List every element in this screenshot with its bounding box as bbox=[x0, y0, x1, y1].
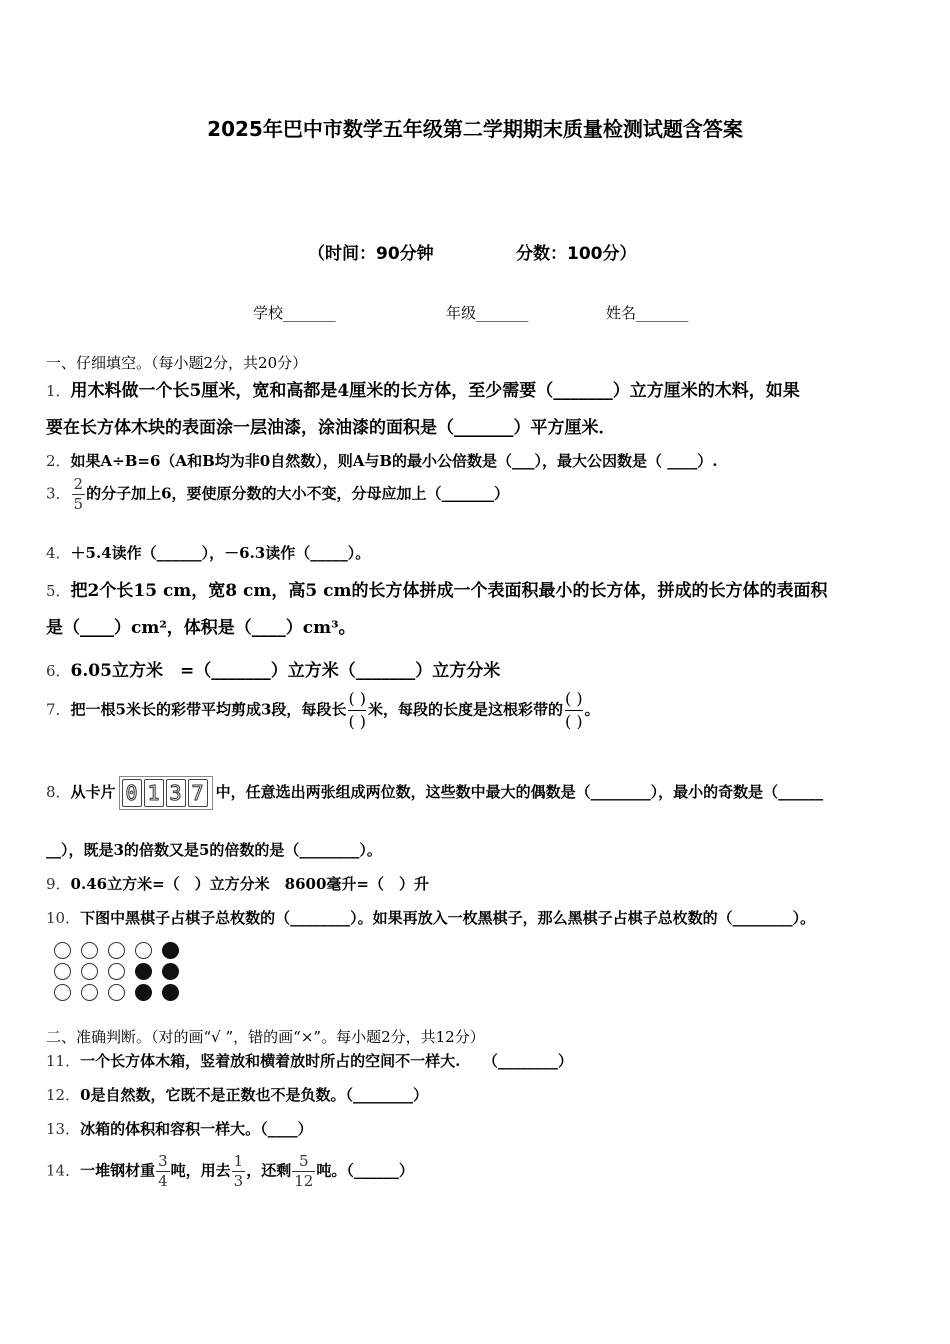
question-9 bbox=[46, 873, 429, 894]
section1-title: 一、仔细填空。（每小题2分，共20分） bbox=[46, 354, 308, 372]
grade-field: 年级_______ bbox=[446, 304, 529, 322]
question-text: 冰箱的体积和容积一样大。（____） bbox=[80, 1120, 313, 1138]
black-stone bbox=[162, 963, 179, 980]
black-stone bbox=[135, 984, 152, 1001]
fraction: $\frac{5}{12}$ bbox=[294, 1152, 314, 1190]
school-field: 学校_______ bbox=[253, 304, 336, 322]
white-stone bbox=[108, 942, 125, 959]
question-number: 1． bbox=[46, 382, 71, 400]
question-number: 5． bbox=[46, 582, 71, 600]
digit-cards bbox=[119, 776, 213, 810]
black-stone bbox=[162, 942, 179, 959]
question-number: 12． bbox=[46, 1086, 81, 1104]
question-13 bbox=[46, 1118, 313, 1139]
question-number: 2． bbox=[46, 452, 71, 470]
digit-card: 1 bbox=[144, 779, 164, 807]
digit-card: 7 bbox=[188, 779, 208, 807]
digit-card: 3 bbox=[166, 779, 186, 807]
white-stone bbox=[108, 984, 125, 1001]
question-text: 如果A÷B=6（A和B均为非0自然数），则A与B的最小公倍数是（___），最大公因数是（ ____）. bbox=[70, 452, 718, 470]
page-title: 2025年巴中市数学五年级第二学期期末质量检测试题含答案 bbox=[207, 117, 743, 141]
question-text: 一个长方体木箱，竖着放和横着放时所占的空间不一样大. （________） bbox=[80, 1052, 573, 1070]
fraction: $\frac{1}{3}$ bbox=[233, 1152, 244, 1190]
question-number: 3． bbox=[46, 484, 71, 503]
question-text: 中，任意选出两张组成两位数，这些数中最大的偶数是（________），最小的奇数是（______ bbox=[215, 783, 824, 801]
question-1 bbox=[46, 376, 800, 401]
question-6 bbox=[46, 656, 500, 681]
question-number: 13． bbox=[46, 1120, 81, 1138]
white-stone bbox=[108, 963, 125, 980]
question-text: 从卡片 bbox=[70, 783, 116, 801]
question-10 bbox=[46, 907, 815, 928]
exam-score: 分数：100分） bbox=[516, 244, 637, 264]
question-number: 6． bbox=[46, 662, 71, 680]
blank-fraction: ( ) ( ) bbox=[348, 689, 367, 731]
question-8-line2: __），既是3的倍数又是5的倍数的是（________）。 bbox=[46, 841, 382, 859]
question-text: 的分子加上6，要使原分数的大小不变，分母应加上（_______） bbox=[86, 484, 510, 503]
fraction: $\frac{3}{4}$ bbox=[158, 1152, 168, 1190]
question-text: 6.05立方米 =（_______）立方米（_______）立方分米 bbox=[70, 661, 501, 681]
black-stone bbox=[162, 984, 179, 1001]
question-text: ＋5.4读作（______），－6.3读作（_____）。 bbox=[70, 544, 371, 562]
question-text: 一堆钢材重 bbox=[80, 1161, 156, 1180]
question-number: 9． bbox=[46, 875, 71, 893]
question-text: 用木料做一个长5厘米，宽和高都是4厘米的长方体，至少需要（_______）立方厘米的木料，如果 bbox=[70, 381, 800, 401]
white-stone bbox=[54, 942, 71, 959]
question-text: 米，每段的长度是这根彩带的 bbox=[368, 700, 564, 719]
question-1-line2: 要在长方体木块的表面涂一层油漆，涂油漆的面积是（_______）平方厘米． bbox=[46, 418, 616, 438]
white-stone bbox=[135, 942, 152, 959]
question-5-line2: 是（____）cm²，体积是（____）cm³。 bbox=[46, 618, 356, 638]
question-number: 14． bbox=[46, 1161, 81, 1180]
question-11 bbox=[46, 1050, 573, 1071]
question-number: 7． bbox=[46, 700, 71, 719]
question-number: 10． bbox=[46, 909, 81, 927]
exam-time: （时间：90分钟 bbox=[308, 244, 434, 264]
question-2 bbox=[46, 450, 717, 471]
question-14: 14．一堆钢材重 $\frac{3}{4}$ 吨，用去 $\frac{1}{3}$ ，还剩 $\frac{5}{12}$ 吨。（______） bbox=[46, 1152, 414, 1190]
digit-card: 0 bbox=[122, 779, 142, 807]
question-number: 4． bbox=[46, 544, 71, 562]
question-number: 8． bbox=[46, 783, 71, 801]
question-number: 11． bbox=[46, 1052, 81, 1070]
white-stone bbox=[81, 984, 98, 1001]
question-text: 把2个长15 cm，宽8 cm，高5 cm的长方体拼成一个表面积最小的长方体，拼成的长方体的表面积 bbox=[70, 581, 828, 601]
question-12 bbox=[46, 1084, 428, 1105]
fraction: $\frac{2}{5}$ bbox=[73, 475, 84, 513]
section2-title: 二、准确判断。（对的画“√ ”，错的画“×”。每小题2分，共12分） bbox=[46, 1028, 485, 1046]
question-5 bbox=[46, 576, 827, 601]
blank-fraction: ( ) ( ) bbox=[565, 689, 583, 731]
white-stone bbox=[54, 963, 71, 980]
question-text: 0.46立方米=（ ）立方分米 8600毫升=（ ）升 bbox=[70, 875, 429, 893]
question-3 bbox=[46, 477, 509, 512]
question-text: 把一根5米长的彩带平均剪成3段，每段长 bbox=[70, 700, 347, 719]
question-7: 7．把一根5米长的彩带平均剪成3段，每段长 ( ) ( ) 米，每段的长度是这根彩带的 ( ) ( ) 。 bbox=[46, 689, 600, 731]
white-stone bbox=[54, 984, 71, 1001]
question-text: 下图中黑棋子占棋子总枚数的（________）。如果再放入一枚黑棋子，那么黑棋子占棋子总枚数的（________）。 bbox=[80, 909, 816, 927]
name-field: 姓名_______ bbox=[606, 304, 689, 322]
question-8 bbox=[46, 776, 823, 810]
black-stone bbox=[135, 963, 152, 980]
white-stone bbox=[81, 942, 98, 959]
question-text: 0是自然数，它既不是正数也不是负数。（________） bbox=[80, 1086, 429, 1104]
question-4 bbox=[46, 542, 370, 563]
white-stone bbox=[81, 963, 98, 980]
